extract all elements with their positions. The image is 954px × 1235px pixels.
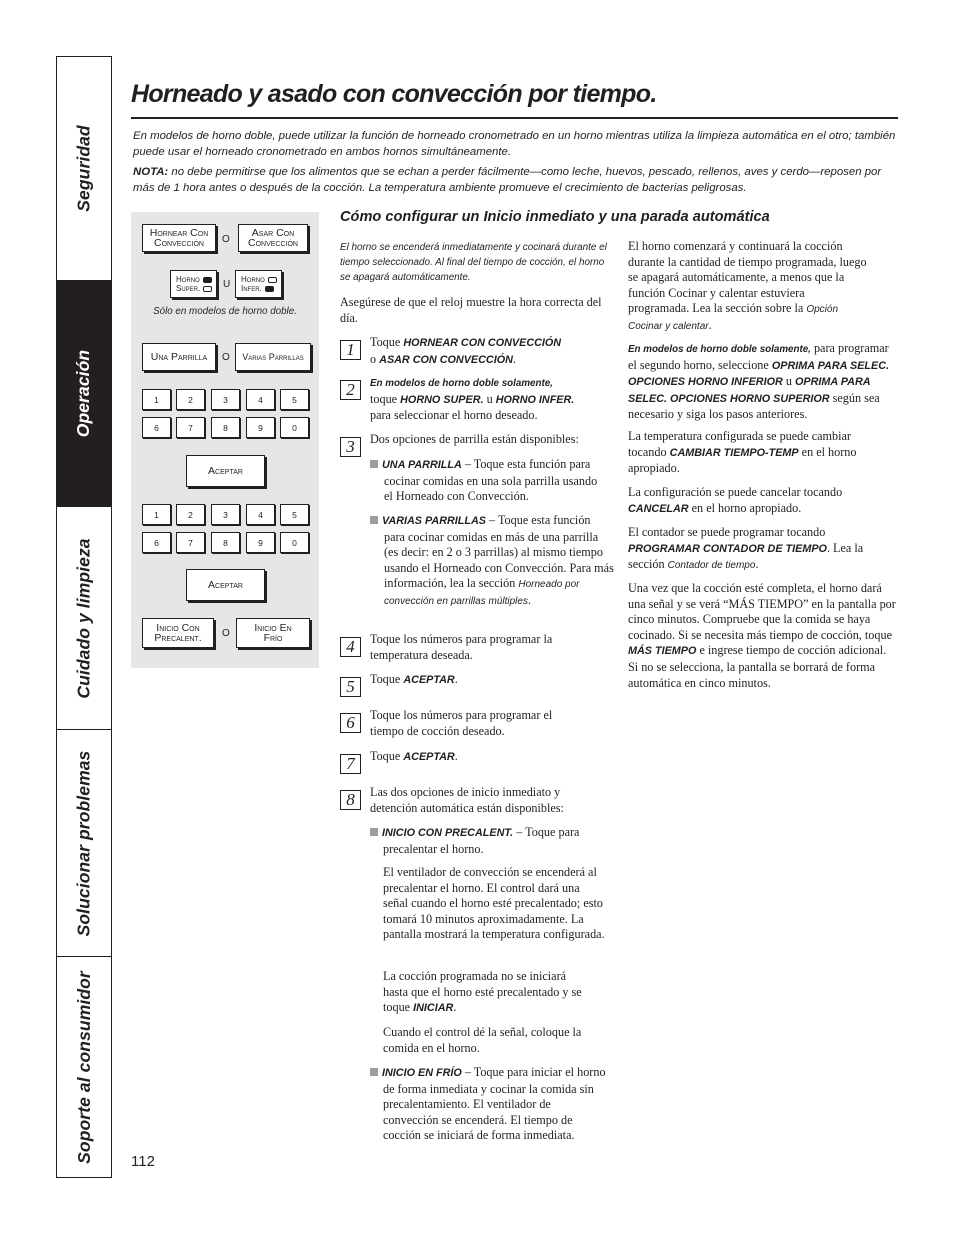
btn-line: Frío (263, 632, 283, 644)
btn-line: Hornear Con (149, 227, 209, 239)
note-paragraph (133, 165, 903, 196)
intro-note: El horno se encenderá inmediatamente y cocinará durante el tiempo seleccionado. Al final del tiempo de cocción, el horno se apagará automáticamente. (340, 242, 607, 284)
page-number: 112 (131, 1153, 155, 1170)
text: – Toque esta función para cocinar comidas en una sola parrilla usando el Horneado con Convección. (384, 457, 598, 504)
btn-line: Convección (154, 237, 204, 249)
bullet-square-icon (370, 460, 378, 468)
lower-oven-button[interactable] (235, 270, 282, 298)
text: para seleccionar el horno deseado. (370, 408, 538, 423)
preheat-detail (383, 969, 588, 1017)
step-text (370, 749, 610, 766)
upper-oven-button[interactable] (170, 270, 217, 298)
key-name: OPRIMA PARA SELEC. OPCIONES HORNO SUPERIOR (628, 376, 871, 405)
text: Una vez que la cocción esté completa, el horno dará una señal y se verá “MÁS TIEMPO” en la pantalla por cinco minutos. Compruebe que la comida se haya cocinado. Si se necesita más tiempo de cocción, toque (628, 581, 896, 642)
right-paragraph (628, 239, 868, 335)
step-text: Toque los números para programar el tiempo de cocción deseado. (370, 708, 553, 738)
key-1[interactable]: 1 (142, 389, 171, 410)
key-9[interactable]: 9 (246, 532, 275, 553)
or-separator: U (223, 279, 231, 290)
key-3[interactable]: 3 (211, 504, 240, 525)
text: u (782, 374, 795, 389)
page-title: Horneado y asado con convección por tiempo. (131, 80, 657, 108)
key-7[interactable]: 7 (176, 417, 205, 438)
text: . (527, 592, 532, 607)
key-8[interactable]: 8 (211, 417, 240, 438)
btn-line: Inicio Con (156, 622, 200, 634)
text: en el horno apropiado. (688, 500, 802, 515)
tab-seguridad[interactable] (57, 57, 111, 281)
key-2[interactable]: 2 (176, 504, 205, 525)
convection-bake-button[interactable] (142, 224, 216, 252)
step-text: Dos opciones de parrilla están disponibles: (370, 432, 579, 446)
multi-rack-button[interactable]: Varias Parrillas (235, 343, 311, 371)
note-text: no debe permitirse que los alimentos que se echan a perder fácilmente—como leche, huevos, pescado, rellenos, aves y cerdo—reposen por más de 1 hora antes o después de la cocción. La temperatura ambiente promueve el crecimiento de bacterias peligrosas. (133, 166, 882, 194)
step-text: Toque los números para programar la temperatura deseada. (370, 632, 553, 662)
tab-label: Cuidado y limpieza (73, 537, 94, 699)
key-4[interactable]: 4 (246, 504, 275, 525)
key-8[interactable]: 8 (211, 532, 240, 553)
step-text (370, 375, 575, 424)
tab-label: Operación (73, 349, 94, 438)
key-name: ACEPTAR (403, 751, 455, 763)
key-3[interactable]: 3 (211, 389, 240, 410)
key-name: UNA PARRILLA (382, 459, 462, 471)
text: . (708, 317, 712, 332)
tab-label: Seguridad (73, 125, 94, 212)
lead-text: En modelos de horno doble solamente, (370, 378, 553, 389)
text: La temperatura configurada se puede cambiar tocando (628, 429, 851, 459)
right-paragraph (628, 341, 900, 423)
right-paragraph (628, 581, 896, 691)
text: u (483, 391, 496, 406)
key-name: INICIO CON PRECALENT. (382, 827, 514, 839)
title-rule (131, 117, 898, 119)
key-name: HORNEAR CON CONVECCIÓN (403, 337, 562, 349)
clock-paragraph: Asegúrese de que el reloj muestre la hora correcta del día. (340, 295, 602, 325)
one-rack-button[interactable]: Una Parrilla (142, 343, 216, 371)
step-number: 5 (340, 677, 361, 697)
tab-soporte[interactable] (57, 957, 111, 1177)
tab-label: Soporte al consumidor (73, 970, 94, 1164)
text: El horno comenzará y continuará la cocción durante la cantidad de tiempo programada, luego se apagará automáticamente, a menos que la función Cocinar y calentar estuviera programada. Lea la sección sobre la (628, 239, 867, 316)
key-9[interactable]: 9 (246, 417, 275, 438)
text: . (454, 749, 458, 763)
note-label: NOTA: (133, 166, 169, 178)
key-name: HORNO INFER. (495, 393, 575, 406)
btn-line: Precalent. (154, 632, 202, 644)
key-6[interactable]: 6 (142, 532, 171, 553)
btn-line: Infer. (241, 284, 262, 293)
section-subheading: Cómo configurar un Inicio inmediato y una parada automática (340, 209, 770, 225)
key-7[interactable]: 7 (176, 532, 205, 553)
btn-line: Horno (176, 275, 200, 284)
tab-problemas[interactable] (57, 730, 111, 957)
list-item (370, 825, 590, 857)
bullet-square-icon (370, 828, 378, 836)
list-item (370, 513, 614, 610)
key-1[interactable]: 1 (142, 504, 171, 525)
key-0[interactable]: 0 (280, 417, 309, 438)
preheat-start-button[interactable] (142, 618, 214, 648)
list-item (370, 457, 598, 505)
key-name: OPRIMA PARA SELEC. OPCIONES HORNO INFERIOR (628, 359, 890, 389)
step-number: 4 (340, 637, 361, 657)
key-name: CANCELAR (628, 502, 689, 515)
key-name: HORNO SUPER. (400, 393, 484, 406)
right-paragraph (628, 485, 868, 517)
control-panel-illustration (131, 212, 319, 668)
or-separator: O (222, 628, 230, 639)
step-text (370, 335, 570, 368)
text: . (755, 557, 759, 572)
key-6[interactable]: 6 (142, 417, 171, 438)
btn-line: Convección (248, 237, 298, 249)
cold-start-button[interactable] (236, 618, 310, 648)
bullet-square-icon (370, 1068, 378, 1076)
text: . Lea la sección (628, 540, 864, 572)
key-name: INICIAR (413, 1002, 454, 1015)
text: La configuración se puede cancelar tocando (628, 485, 843, 499)
section-reference: Opción Cocinar y calentar (628, 304, 839, 332)
text: Toque (370, 672, 404, 686)
text: según sea necesario y siga los pasos anteriores. (628, 390, 880, 422)
key-name: MÁS TIEMPO (628, 645, 697, 658)
text: Toque (370, 335, 404, 349)
indicator-light-icon (203, 286, 212, 292)
text: – Toque para iniciar el horno de forma inmediata y cocinar la comida sin precalentamiento. El ventilador de convección se encenderá. El tiempo de cocción se iniciará de forma inmediata. (383, 1065, 606, 1143)
text: – Toque esta función para cocinar comidas en más de una parrilla (es decir: en 2 o 3 parrillas) al mismo tiempo usando el Horneado con Convección. Para más información, lea la sección (384, 513, 614, 591)
key-4[interactable]: 4 (246, 389, 275, 410)
text: . (454, 672, 458, 686)
accept-button[interactable]: Aceptar (186, 455, 265, 487)
bullet-square-icon (370, 516, 378, 524)
key-name: PROGRAMAR CONTADOR DE TIEMPO (628, 542, 827, 555)
key-name: VARIAS PARRILLAS (382, 515, 486, 527)
section-reference: Contador de tiempo (667, 560, 756, 572)
double-oven-note: Sólo en modelos de horno doble. (153, 306, 297, 317)
text: para programar el segundo horno, seleccione (628, 341, 889, 372)
preheat-detail: El ventilador de convección se encenderá al precalentar el horno. El control dará una señal cuando el horno esté precalentado; esto tomará 10 minutos aproximadamente. La pantalla mostrará la temperatura configurada. (383, 865, 605, 942)
accept-button[interactable]: Aceptar (186, 569, 265, 601)
lead-text: En modelos de horno doble solamente, (628, 344, 811, 355)
key-5[interactable]: 5 (280, 504, 309, 525)
right-paragraph (628, 429, 878, 477)
key-5[interactable]: 5 (280, 389, 309, 410)
tab-operacion[interactable] (57, 281, 111, 507)
right-paragraph (628, 525, 868, 574)
key-name: ACEPTAR (403, 674, 455, 686)
text: El contador se puede programar tocando (628, 525, 826, 539)
tab-cuidado[interactable] (57, 507, 111, 730)
indicator-light-icon (203, 277, 212, 283)
preheat-detail: Cuando el control dé la señal, coloque la comida en el horno. (383, 1025, 582, 1055)
btn-line: Asar Con (251, 227, 295, 239)
step-number: 6 (340, 713, 361, 733)
key-2[interactable]: 2 (176, 389, 205, 410)
step-text: Las dos opciones de inicio inmediato y detención automática están disponibles: (370, 785, 564, 815)
text: La cocción programada no se iniciará hasta que el horno esté precalentado y se toque (383, 969, 582, 1015)
text: – Toque para precalentar el horno. (383, 825, 580, 856)
section-tabs (56, 56, 112, 1178)
text: toque (370, 391, 401, 406)
text: e ingrese tiempo de cocción adicional. Si no se selecciona, la pantalla se borrará de forma automática en cinco minutos. (628, 643, 887, 690)
intro-paragraph: En modelos de horno doble, puede utilizar la función de horneado cronometrado en un horno mientras utiliza la limpieza automática en el otro; también puede usar el horneado cronometrado en ambos hornos simultáneamente. (133, 130, 896, 158)
or-separator: O (222, 352, 230, 363)
or-separator: O (222, 234, 230, 245)
step-number: 3 (340, 437, 361, 457)
btn-line: Inicio En (254, 622, 292, 634)
btn-line: Super. (176, 284, 201, 293)
text: . (453, 1000, 457, 1015)
tab-label: Solucionar problemas (73, 750, 94, 936)
step-number: 7 (340, 754, 361, 774)
btn-line: Horno (241, 275, 265, 284)
step-number: 2 (340, 380, 361, 400)
indicator-light-icon (268, 277, 277, 283)
indicator-light-icon (265, 286, 274, 292)
key-name: ASAR CON CONVECCIÓN (379, 353, 513, 366)
convection-roast-button[interactable] (238, 224, 308, 252)
step-text (370, 672, 610, 689)
key-0[interactable]: 0 (280, 532, 309, 553)
key-name: CAMBIAR TIEMPO-TEMP (669, 446, 799, 459)
section-reference: Horneado por convección en parrillas múltiples (384, 579, 580, 607)
step-number: 8 (340, 790, 361, 810)
text: Toque (370, 749, 404, 763)
list-item (370, 1065, 606, 1144)
text: en el horno apropiado. (628, 444, 857, 476)
text: . (512, 351, 516, 366)
key-name: INICIO EN FRÍO (382, 1067, 462, 1079)
step-number: 1 (340, 340, 361, 360)
text: o (370, 351, 380, 366)
